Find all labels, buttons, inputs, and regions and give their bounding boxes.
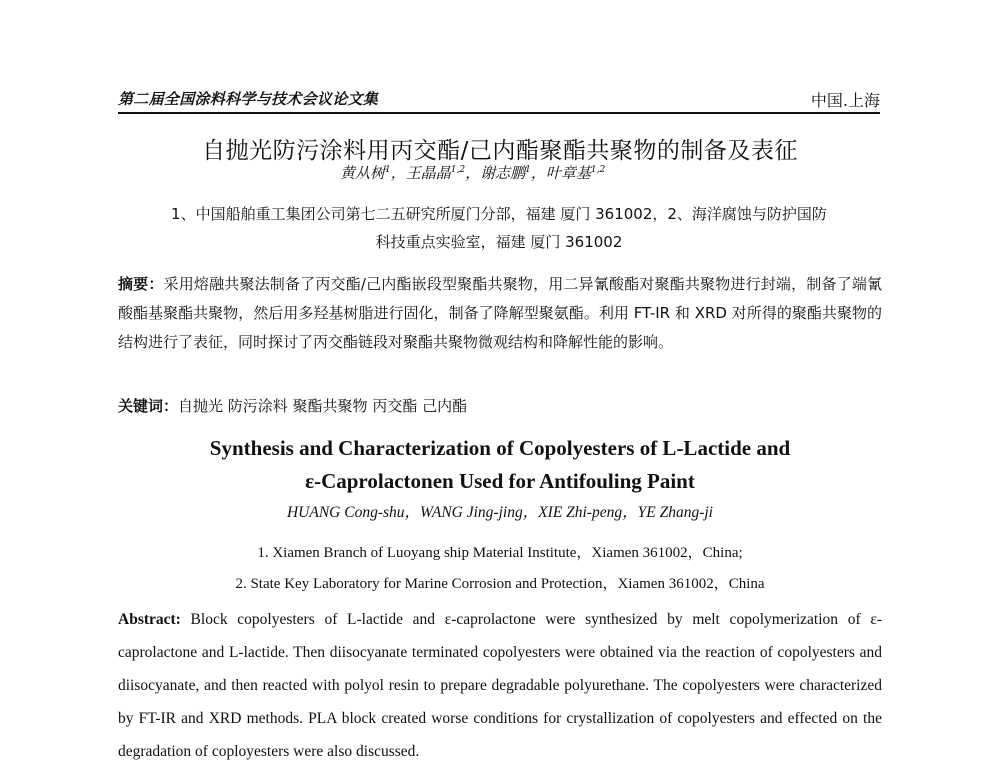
paper-title-en-line: Synthesis and Characterization of Copolyesters of L-Lactide and — [209, 436, 791, 460]
author-name: 叶章基 — [545, 164, 591, 182]
keywords-cn-text: 自抛光 防污涂料 聚酯共聚物 丙交酯 己内酯 — [178, 397, 468, 415]
abstract-cn-text: 采用熔融共聚法制备了丙交酯/己内酯嵌段型聚酯共聚物，用二异氰酸酯对聚酯共聚物进行封端，制备了端氰酸酯基聚酯共聚物，然后用多羟基树脂进行固化，制备了降解型聚氨酯。利用 FT-IR 和 XRD 对所得的聚酯共聚物的结构进行了表征，同时探讨了丙交酯链段对聚酯共聚物微观结构和降解性能的影响。 — [118, 275, 882, 351]
keywords-cn-label: 关键词： — [118, 397, 179, 415]
author-cn — [480, 164, 531, 182]
author-separator: ， — [465, 164, 481, 182]
abstract-cn-label: 摘要： — [118, 275, 164, 293]
abstract-cn — [118, 270, 882, 357]
author-separator: ， — [390, 164, 406, 182]
affiliation-cn-line: 1、中国船舶重工集团公司第七二五研究所厦门分部，福建 厦门 361002，2、海洋腐蚀与防护国防 — [171, 205, 827, 223]
paper-title-cn: 自抛光防污涂料用丙交酯/己内酯聚酯共聚物的制备及表征 — [202, 138, 798, 164]
conference-proceedings-title: 第二届全国涂料科学与技术会议论文集 — [118, 90, 379, 108]
affiliation-en-line: 2. State Key Laboratory for Marine Corrosion and Protection，Xiamen 361002，China — [235, 576, 765, 592]
conference-location: 中国.上海 — [810, 91, 880, 110]
abstract-en-text: Block copolyesters of L-lactide and ε-caprolactone were synthesized by melt copolymerization of ε-caprolactone and L-lactide. Then diisocyanate terminated copolyesters were obtained via the reaction of copolyesters and diisocyanate, and then reacted with polyol resin to prepare degradable polyurethane. The copolyesters were characterized by FT-IR and XRD methods. PLA block created worse conditions for crystallization of copolyesters and effected on the degradation of coployesters were also discussed. — [118, 611, 882, 760]
running-header — [118, 86, 880, 114]
author-list-cn — [340, 162, 605, 183]
abstract-en-label: Abstract: — [118, 611, 181, 628]
keywords-cn — [118, 392, 880, 421]
paper-title-en-line: ε-Caprolactonen Used for Antifouling Paint — [305, 469, 695, 493]
affiliation-en-line: 1. Xiamen Branch of Luoyang ship Material Institute，Xiamen 361002，China; — [257, 545, 743, 561]
author-cn — [406, 164, 465, 182]
author-cn — [546, 164, 605, 182]
author-affiliation-mark: 1 — [385, 165, 391, 175]
abstract-en — [118, 603, 882, 768]
author-name: 谢志鹏 — [480, 164, 526, 182]
author-affiliation-mark: 1,2 — [450, 165, 466, 175]
author-name: 黄从树 — [340, 164, 386, 182]
author-list-en: HUANG Cong-shu，WANG Jing-jing，XIE Zhi-peng，YE Zhang-ji — [286, 504, 713, 521]
author-affiliation-mark: 1 — [525, 165, 531, 175]
author-cn — [340, 164, 391, 182]
author-name: 王晶晶 — [405, 164, 451, 182]
paper-title-en — [0, 432, 1000, 498]
author-separator: ， — [530, 164, 546, 182]
affiliation-en — [0, 538, 1000, 600]
author-affiliation-mark: 1,2 — [590, 165, 606, 175]
affiliation-cn-line: 科技重点实验室，福建 厦门 361002 — [375, 233, 623, 251]
affiliation-cn — [118, 200, 880, 256]
